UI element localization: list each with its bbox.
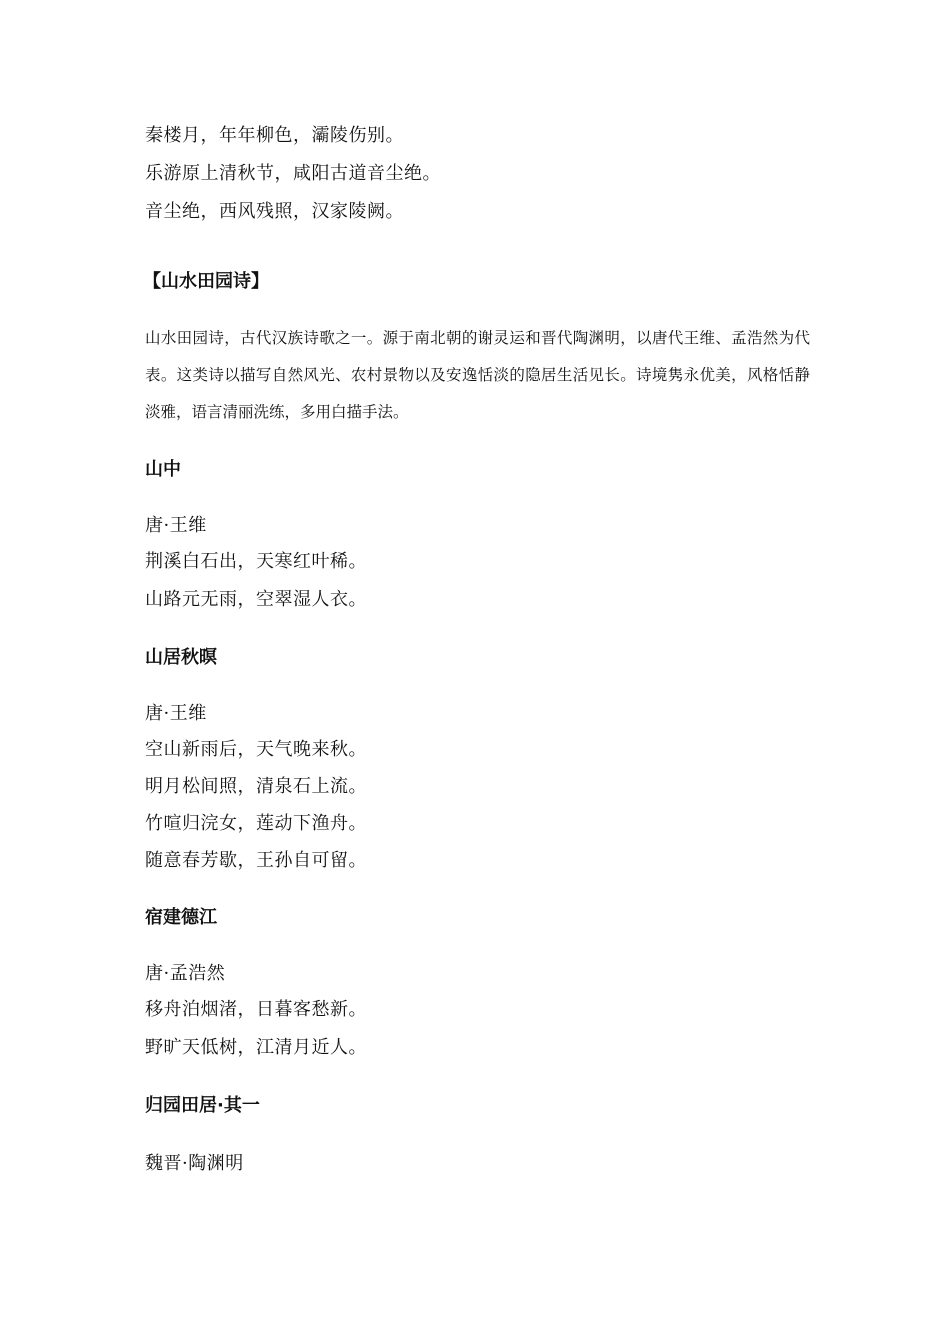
poem-author: 唐·孟浩然 [145,963,226,984]
section-title: 【山水田园诗】 [143,271,269,292]
poem-author: 唐·王维 [145,515,207,536]
poem-title: 宿建德江 [145,907,217,928]
poem-line: 竹喧归浣女，莲动下渔舟。 [145,813,367,834]
section-intro: 山水田园诗，古代汉族诗歌之一。源于南北朝的谢灵运和晋代陶渊明，以唐代王维、孟浩然为代表。这类诗以描写自然风光、农村景物以及安逸恬淡的隐居生活见长。诗境隽永优美，风格恬静淡雅，语言清丽洗练，多用白描手法。 [145,329,810,421]
poem-line: 明月松间照，清泉石上流。 [145,776,367,797]
poem-line: 空山新雨后，天气晚来秋。 [145,739,367,760]
poem-title: 归园田居·其一 [145,1095,260,1116]
poem-line: 音尘绝，西风残照，汉家陵阙。 [145,201,404,222]
poem-author: 魏晋·陶渊明 [145,1153,244,1174]
document-body [145,0,815,1344]
poem-line: 荆溪白石出，天寒红叶稀。 [145,551,367,572]
poem-author: 唐·王维 [145,703,207,724]
poem-title: 山中 [145,459,181,480]
poem-line: 乐游原上清秋节，咸阳古道音尘绝。 [145,163,441,184]
poem-line: 移舟泊烟渚，日暮客愁新。 [145,999,367,1020]
poem-line: 野旷天低树，江清月近人。 [145,1037,367,1058]
poem-line: 山路元无雨，空翠湿人衣。 [145,589,367,610]
poem-title: 山居秋暝 [145,647,217,668]
poem-line: 随意春芳歇，王孙自可留。 [145,850,367,871]
poem-line: 秦楼月，年年柳色，灞陵伤别。 [145,125,404,146]
